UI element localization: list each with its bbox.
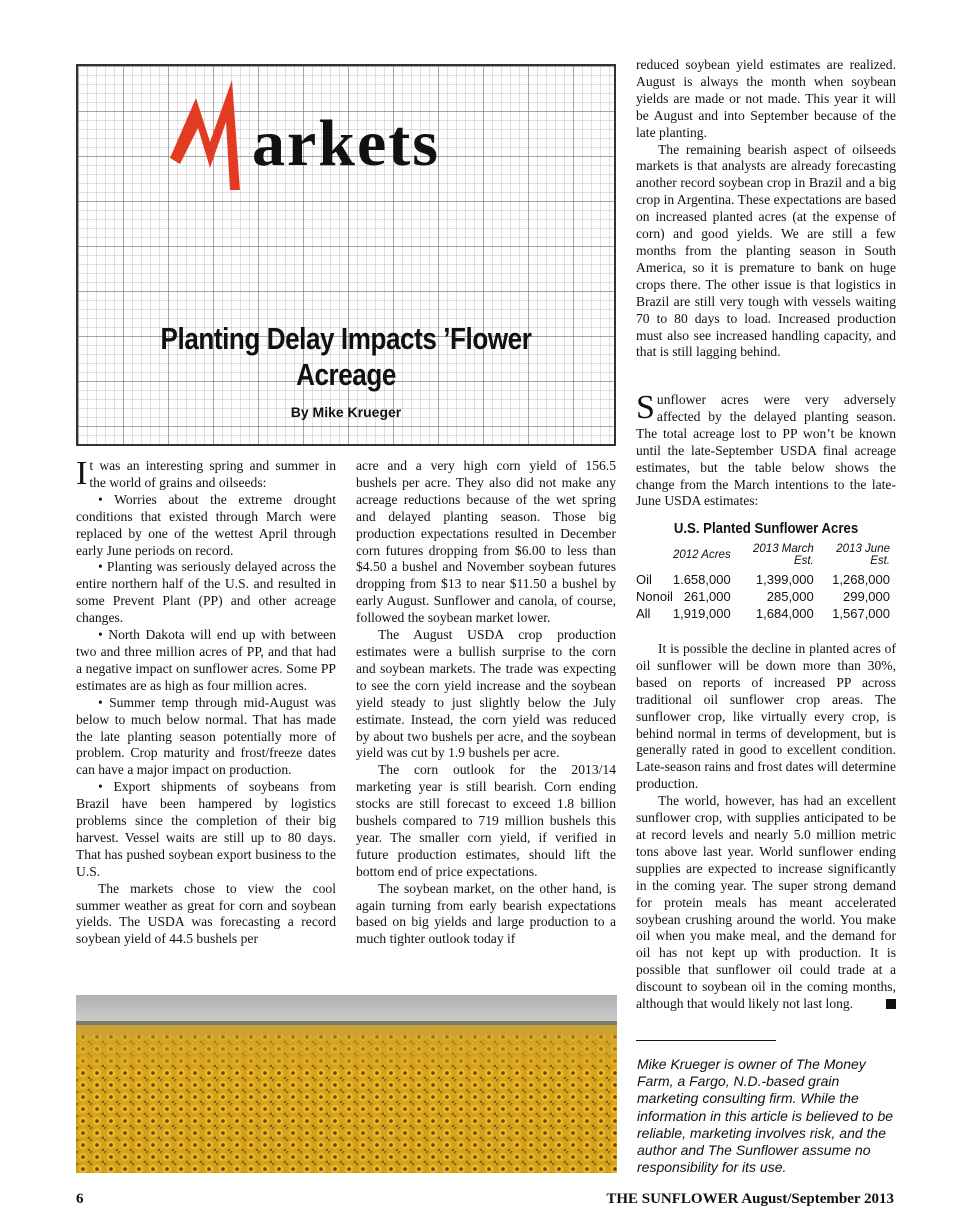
acres-table <box>636 543 890 622</box>
paragraph: The markets chose to view the cool summer weather as great for corn and soybean yields. The USDA was forecasting a record soybean yield of 44.5 bushels per <box>76 880 336 947</box>
table-header: 2013 March Est. <box>753 543 814 567</box>
page-number: 6 <box>76 1191 84 1207</box>
table-cell: Nonoil <box>636 589 673 604</box>
table-header-row <box>636 543 890 571</box>
paragraph: The corn outlook for the 2013/14 marketing year is still bearish. Corn ending stocks are still forecast to exceed 1.8 billion bushels compared to 719 million bushels this year. The smaller corn yield, if verified in future production estimates, should lift the bottom end of price expectations. <box>356 762 616 879</box>
paragraph: Sunflower acres were very adversely affected by the delayed planting season. The total acreage lost to PP won’t be known until the late-September USDA final acreage estimates, but the table below shows the change from the March intentions to the late-June USDA estimates: <box>636 389 896 509</box>
table-row <box>636 571 890 588</box>
paragraph: The soybean market, on the other hand, is again turning from early bearish expectations based on big yields and large production to a much tighter outlook today if <box>356 880 616 947</box>
table-cell: 1,684,000 <box>755 606 814 621</box>
paragraph: The world, however, has had an excellent sunflower crop, with supplies anticipated to be at record levels and nearly 5.0 million metric tons above last year. World sunflower ending supplies are expected to increase significantly in the coming year. The super strong demand for protein meals has meant accelerated soybean crushing around the world. You make oil when you make meal, and the demand for oil has not kept up with production. It is possible that sunflower oil could trade at a discount to soybean oil in the coming months, although that would likely not last long. <box>636 793 896 1012</box>
magazine-footer: THE SUNFLOWER August/September 2013 <box>606 1191 894 1207</box>
drop-cap: S <box>636 389 655 426</box>
table-cell: 285,000 <box>766 589 814 604</box>
table-title: U.S. Planted Sunflower Acres <box>673 520 859 537</box>
article-column-3-mid <box>636 389 896 510</box>
paragraph: acre and a very high corn yield of 156.5 bushels per acre. They also did not make any acreage reductions because of the wet spring and delayed planting season. Those big production expectations resulted in December corn futures dropping from $6.00 to less than $4.50 a bushel and November soybean futures dropping from $13 to near $11.50 a bushel by early August. Sunflower and canola, of course, followed the soybean market lower. <box>356 458 616 626</box>
paragraph: • Planting was seriously delayed across the entire northern half of the U.S. and resulted in some Prevent Plant (PP) and other acreage changes. <box>76 559 336 626</box>
paragraph: • Summer temp through mid-August was below to much below normal. That has made the late planting season potentially more of problem. Crop maturity and frost/freeze dates can have a major impact on production. <box>76 694 336 778</box>
table-row <box>636 588 890 605</box>
table-row <box>636 605 890 622</box>
table-cell: 261,000 <box>683 589 731 604</box>
table-cell: 1,268,000 <box>832 572 890 587</box>
table-cell: 1,919,000 <box>672 606 731 621</box>
article-column-3-bottom <box>636 641 896 1013</box>
table-cell: 299,000 <box>843 589 890 604</box>
author-bio: Mike Krueger is owner of The Money Farm, a Fargo, N.D.-based grain marketing consulting firm. While the information in this article is believed to be reliable, marketing involves risk, and the author and The Sunflower assume no responsibility for its use. <box>637 1056 894 1176</box>
article-column-2 <box>356 458 616 948</box>
paragraph: It is possible the decline in planted acres of oil sunflower will be down more than 30%, based on reports of increased PP across traditional oil sunflower crop areas. The sunflower crop, like virtually every crop, is behind normal in terms of development, but is generally rated in good to excellent condition. Late-season rains and frost dates will determine production. <box>636 641 896 792</box>
divider <box>636 1040 776 1041</box>
paragraph: The remaining bearish aspect of oilseeds markets is that analysts are already forecasting another record soybean crop in Brazil and a big crop in Argentina. These expectations are based on increased planted acres (at the expense of corn) and good yields. We are still a few months from the planting season in South America, so it is premature to bank on huge crops there. The other issue is that logistics in Brazil are still very tough with vessels waiting 70 to 80 days to load. Increased production must also see increased handling capacity, and that is still lagging behind. <box>636 141 896 360</box>
sunflower-field-photo <box>76 995 617 1173</box>
paragraph: The August USDA crop production estimates were a bullish surprise to the corn and soybean markets. The trade was expecting to see the corn yield increase and the soybean yield steady to just slightly below the July estimate. Instead, the corn yield was reduced by about two bushels per acre, and the soybean yield was cut by 1.9 bushels per acre. <box>356 627 616 761</box>
article-column-3-top <box>636 57 896 361</box>
acres-table-block <box>636 520 896 622</box>
paragraph: It was an interesting spring and summer in the world of grains and oilseeds: <box>76 455 336 492</box>
article-column-1 <box>76 455 336 948</box>
table-cell: 1.658,000 <box>672 572 731 587</box>
table-cell: 1,399,000 <box>755 572 814 587</box>
table-cell: 1,567,000 <box>832 606 890 621</box>
table-header: 2012 Acres <box>672 549 731 561</box>
section-title: arkets <box>252 107 440 180</box>
markets-logo-m <box>170 80 262 190</box>
table-header <box>636 543 673 571</box>
table-cell: All <box>636 606 651 621</box>
paragraph: • Worries about the extreme drought conditions that existed through March were replaced by one of the wettest April through early June periods on record. <box>76 491 336 558</box>
markets-banner <box>76 64 616 446</box>
table-cell: Oil <box>636 572 652 587</box>
paragraph: • Export shipments of soybeans from Brazil have been hampered by logistics problems since the completion of their big harvest. Vessel waits are still up to 80 days. That has pushed soybean export business to the U.S. <box>76 779 336 879</box>
article-headline: Planting Delay Impacts ’Flower Acreage <box>160 321 532 392</box>
paragraph: • North Dakota will end up with between two and three million acres of PP, and that had a negative impact on sunflower acres. Some PP estimates are as high as four million acres. <box>76 627 336 693</box>
table-header: 2013 June Est. <box>836 543 890 567</box>
drop-cap: I <box>76 455 88 492</box>
byline: By Mike Krueger <box>290 404 402 420</box>
paragraph: reduced soybean yield estimates are realized. August is always the month when soybean yields are made or not made. This year it will be August and into September because of the late planting. <box>636 57 896 140</box>
end-mark <box>886 999 896 1009</box>
